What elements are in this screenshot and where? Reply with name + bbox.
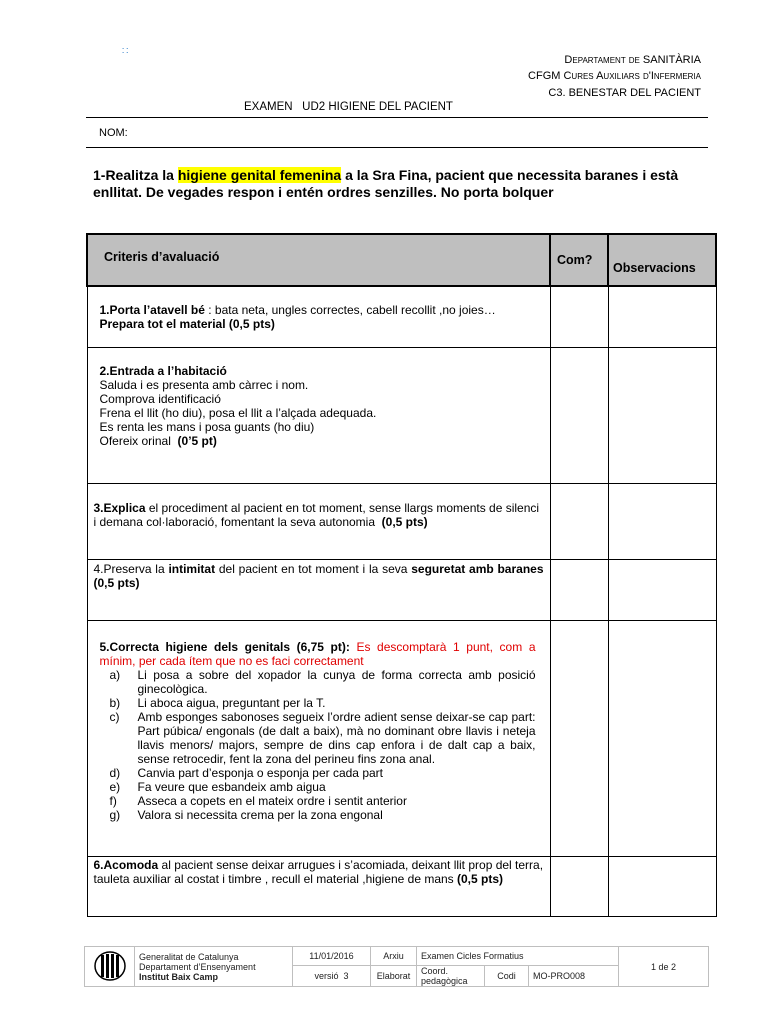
observations-cell-1[interactable] xyxy=(608,286,716,347)
document-footer xyxy=(84,946,709,987)
header-rule-top xyxy=(86,117,708,118)
observations-cell-5[interactable] xyxy=(608,620,716,856)
table-row xyxy=(87,620,716,856)
list-item-letter: d) xyxy=(109,765,121,780)
list-item-text: Canvia part d’esponja o esponja per cada part xyxy=(137,765,383,780)
observations-header-label: Observacions xyxy=(613,261,696,275)
done-cell-2[interactable] xyxy=(550,347,608,483)
table-row xyxy=(87,856,716,916)
footer-org-line: Generalitat de Catalunya xyxy=(139,951,239,962)
footer-organization xyxy=(135,947,293,987)
list-item-text: Li aboca aigua, preguntant per la T. xyxy=(137,695,326,710)
footer-elaborat-value: Coord. pedagògica xyxy=(417,966,485,987)
criterion-1-points: Prepara tot el material (0,5 pts) xyxy=(99,317,275,331)
criteria-header-label: Criteris d’avaluació xyxy=(104,250,220,264)
table-row xyxy=(87,559,716,620)
criterion-5 xyxy=(87,620,550,856)
list-item xyxy=(110,710,536,766)
criterion-3-points: (0,5 pts) xyxy=(381,514,428,529)
criterion-2-points: (0’5 pt) xyxy=(177,433,217,448)
observations-cell-4[interactable] xyxy=(608,559,716,620)
list-item-letter: f) xyxy=(109,793,117,808)
footer-codi-value: MO-PRO008 xyxy=(529,966,619,987)
list-item xyxy=(110,668,536,696)
criterion-5-title: 5.Correcta higiene dels genitals (6,75 pt): xyxy=(99,639,357,654)
table-row xyxy=(87,286,716,347)
criterion-1 xyxy=(87,286,550,347)
evaluation-table xyxy=(86,233,717,917)
criterion-3-title: 3.Explica xyxy=(93,500,146,515)
criterion-6-text: al pacient sense deixar arrugues i s’acomiada, deixant llit prop del terra, tauleta auxiliar al costat i timbre , recull el material ,higiene de mans xyxy=(93,857,547,886)
criteria-header xyxy=(87,234,550,286)
criterion-4-privacy: intimitat xyxy=(168,561,216,576)
module-label: C3. BENESTAR DEL PACIENT xyxy=(548,87,701,99)
criterion-4-safety: seguretat amb baranes (0,5 pts) xyxy=(93,561,544,590)
done-cell-3[interactable] xyxy=(550,483,608,559)
done-cell-6[interactable] xyxy=(550,856,608,916)
footer-elaborat-label: Elaborat xyxy=(371,966,417,987)
criterion-2-line: Saluda i es presenta amb càrrec i nom. xyxy=(99,377,309,392)
criterion-6-points: (0,5 pts) xyxy=(457,871,504,886)
done-cell-1[interactable] xyxy=(550,286,608,347)
footer-school: Institut Baix Camp xyxy=(139,971,219,982)
criterion-5-list xyxy=(88,668,550,822)
course-label: CFGM Cures Auxiliars d'Infermeria xyxy=(528,70,701,82)
list-item-text: Fa veure que esbandeix amb aigua xyxy=(137,779,326,794)
criterion-1-text: : bata neta, ungles correctes, cabell recollit ,no joies… xyxy=(204,303,496,317)
generalitat-logo xyxy=(85,947,135,987)
observations-header xyxy=(608,234,716,286)
header-rule-bottom xyxy=(86,147,708,148)
done-header xyxy=(550,234,608,286)
list-item xyxy=(110,794,536,808)
list-item-text: Amb esponges sabonoses segueix l’ordre adient sense deixar-se cap part: Part púbica/ engonals (de dalt a baix), mà no dominant obre llavis i neteja llavis menors/ majors, sempre de dins cap enfora i de dalt cap a baix, sense retrocedir, fent la zona del perineu fins zona anal. xyxy=(137,709,536,766)
list-item-letter: b) xyxy=(109,695,121,710)
criterion-2-line: Ofereix orinal xyxy=(99,433,178,448)
criterion-3 xyxy=(87,483,550,559)
done-cell-4[interactable] xyxy=(550,559,608,620)
criterion-2 xyxy=(87,347,550,483)
task-statement xyxy=(93,167,708,201)
criterion-2-line: Frena el llit (ho diu), posa el llit a l’alçada adequada. xyxy=(99,405,377,420)
list-item-text: Valora si necessita crema per la zona engonal xyxy=(137,807,383,822)
criterion-4-text2: del pacient en tot moment i la seva xyxy=(215,561,412,576)
footer-page: 1 de 2 xyxy=(619,947,709,987)
task-suffix: a la Sra Fina, pacient que necessita baranes i està enllitat. De vegades respon i entén ordres senzilles. No porta bolquer xyxy=(93,167,679,200)
list-item-letter: g) xyxy=(109,807,121,822)
observations-cell-3[interactable] xyxy=(608,483,716,559)
criterion-6-title: 6.Acomoda xyxy=(93,857,159,872)
criterion-5-warning: Es descomptarà 1 punt, com a mínim, per cada ítem que no es faci correctament xyxy=(99,639,536,668)
footer-org-line: Departament d’Ensenyament xyxy=(139,961,256,972)
list-item xyxy=(110,780,536,794)
task-highlight: higiene genital femenina xyxy=(177,167,342,183)
criterion-2-title: 2.Entrada a l’habitació xyxy=(99,363,227,378)
table-header-row xyxy=(87,234,716,286)
footer-version: versió 3 xyxy=(293,966,371,987)
criterion-6 xyxy=(87,856,550,916)
list-item-text: Asseca a copets en el mateix ordre i sentit anterior xyxy=(137,793,407,808)
done-header-label: Com? xyxy=(557,253,593,267)
footer-arxiu-value: Examen Cicles Formatius xyxy=(417,947,619,966)
table-row xyxy=(87,483,716,559)
observations-cell-6[interactable] xyxy=(608,856,716,916)
list-item xyxy=(110,808,536,822)
exam-title: EXAMEN UD2 HIGIENE DEL PACIENT xyxy=(244,101,453,113)
criterion-2-line: Es renta les mans i posa guants (ho diu) xyxy=(99,419,315,434)
done-cell-5[interactable] xyxy=(550,620,608,856)
list-item-text: Li posa a sobre del xopador la cunya de forma correcta amb posició ginecològica. xyxy=(137,667,536,696)
header-logo-mark: ∷ xyxy=(122,46,129,57)
list-item-letter: c) xyxy=(109,709,120,724)
table-row xyxy=(87,347,716,483)
criterion-1-title: 1.Porta l’atavell bé xyxy=(99,303,205,317)
footer-codi-label: Codi xyxy=(485,966,529,987)
name-label: NOM: xyxy=(99,127,128,139)
list-item xyxy=(110,766,536,780)
list-item-letter: a) xyxy=(109,667,121,682)
criterion-4-text: 4.Preserva la xyxy=(93,561,169,576)
observations-cell-2[interactable] xyxy=(608,347,716,483)
criterion-4 xyxy=(87,559,550,620)
footer-date: 11/01/2016 xyxy=(293,947,371,966)
criterion-3-text: el procediment al pacient en tot moment, sense llargs moments de silenci i demana col·laboració, fomentant la seva autonomia xyxy=(93,500,543,529)
department-label: Departament de SANITÀRIA xyxy=(564,54,701,66)
criterion-2-line: Comprova identificació xyxy=(99,391,221,406)
task-prefix: 1-Realitza la xyxy=(93,167,178,183)
list-item-letter: e) xyxy=(109,779,121,794)
footer-arxiu-label: Arxiu xyxy=(371,947,417,966)
generalitat-emblem-icon xyxy=(93,950,127,982)
list-item xyxy=(110,696,536,710)
